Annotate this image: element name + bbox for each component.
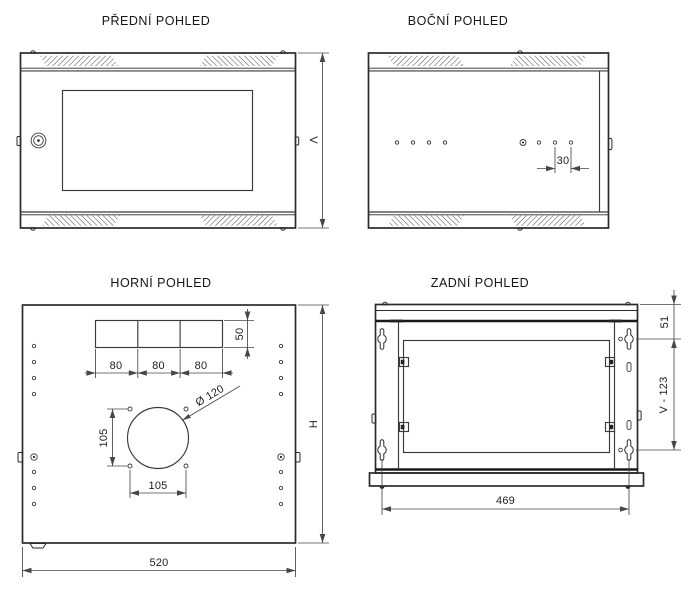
- dim-label-height-v: V: [307, 136, 319, 144]
- dimension-mount-width-469: [382, 459, 629, 515]
- dim-label-width-520: 520: [149, 556, 169, 569]
- dim-label-slot1: 80: [109, 360, 123, 372]
- dim-label-slot2: 80: [152, 360, 165, 372]
- rear-view-title: ZADNÍ POHLED: [430, 276, 530, 290]
- mounting-holes: [395, 140, 572, 146]
- fan-hole-circle: [128, 408, 189, 469]
- vent-grille: [200, 56, 278, 66]
- dim-label-mount-span: V - 123: [657, 376, 670, 413]
- vent-grille: [388, 56, 464, 66]
- rear-body-outline: [376, 305, 638, 474]
- top-view: [18, 305, 329, 577]
- lock-icon: [31, 133, 46, 148]
- vent-grille: [40, 56, 118, 66]
- vent-grille: [200, 216, 278, 226]
- dimension-51-and-v123: [636, 290, 681, 450]
- vent-grille: [42, 216, 120, 226]
- foot: [626, 487, 631, 489]
- base-plate: [370, 473, 644, 486]
- dim-label-slot-depth: 50: [233, 327, 246, 341]
- top-view-title: HORNÍ POHLED: [110, 276, 212, 290]
- dim-label-fan-offset-v: 105: [97, 428, 110, 447]
- rear-panel-window: [404, 341, 610, 453]
- front-view-title: PŘEDNÍ POHLED: [101, 14, 211, 28]
- vent-grille: [510, 56, 586, 66]
- side-view-title: BOČNÍ POHLED: [407, 14, 509, 28]
- dim-label-mount-offset-51: 51: [658, 315, 671, 328]
- vent-grille: [388, 216, 464, 226]
- dim-label-mount-width-469: 469: [496, 494, 515, 507]
- top-body-outline: [23, 305, 296, 543]
- side-body-outline: [369, 53, 609, 228]
- keyhole-slot: [625, 329, 633, 350]
- dim-label-fan-diameter: Ø 120: [193, 382, 227, 410]
- rear-view: [370, 290, 682, 515]
- dim-label-slot3: 80: [194, 360, 208, 372]
- cable-entry-slots: [96, 321, 223, 348]
- side-hole-column-right: [278, 344, 284, 505]
- dim-label-fan-offset-h: 105: [148, 479, 168, 492]
- keyhole-slot: [378, 329, 386, 350]
- vent-grille: [510, 216, 586, 226]
- dim-label-depth-h: H: [307, 419, 320, 429]
- dimension-fan-offset-v-105: [107, 409, 128, 466]
- keyhole-slot: [625, 440, 633, 461]
- glass-door-window: [63, 91, 253, 191]
- dim-label-hole-pitch: 30: [556, 155, 570, 167]
- side-hole-column-left: [31, 344, 37, 505]
- front-body-outline: [21, 53, 296, 228]
- front-view: [17, 51, 329, 230]
- bottom-tab: [30, 544, 46, 549]
- keyhole-slot: [378, 440, 386, 461]
- cage-nut-clips: [400, 358, 615, 432]
- keyhole-slots: [378, 329, 633, 461]
- side-view: [369, 51, 612, 230]
